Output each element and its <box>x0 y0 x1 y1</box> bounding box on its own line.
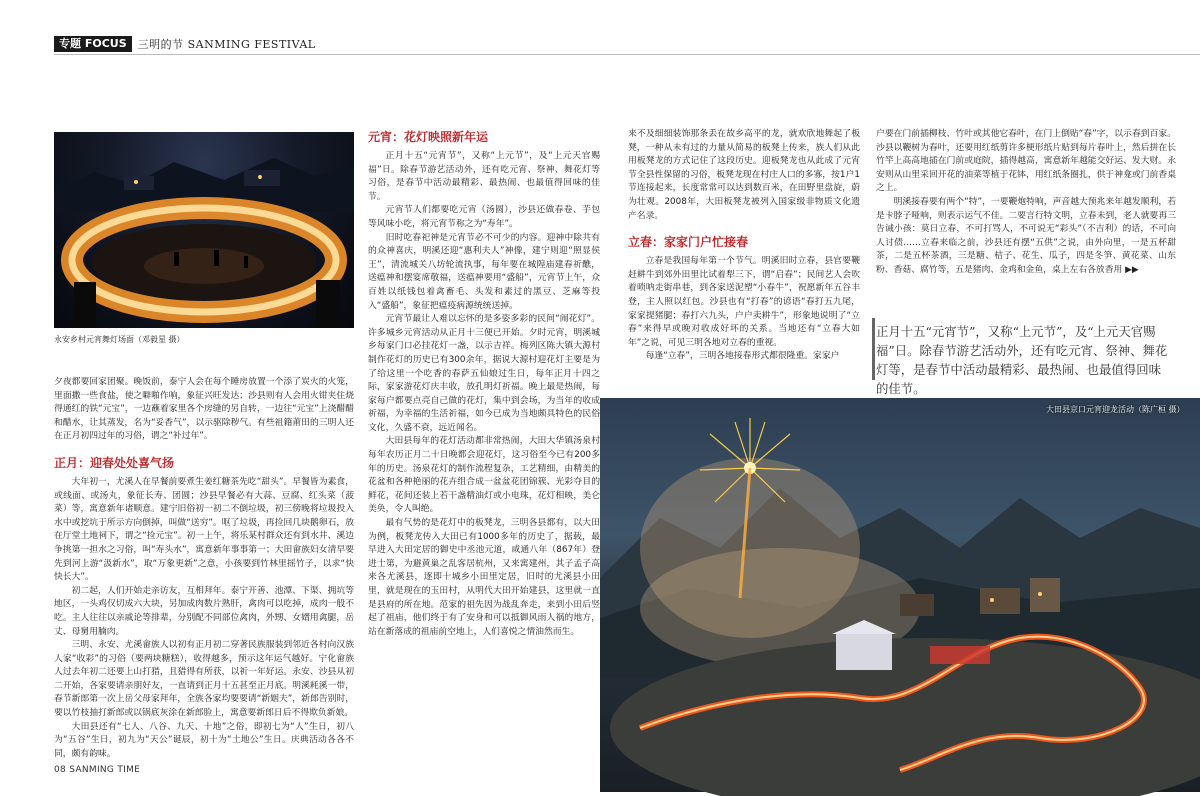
paragraph: 立春是我国每年第一个节气。明溪旧时立春，县官要鞭赶耕牛到郊外田里比试着犁三下，谓“启春”；民间艺人会吹着唢呐走街串巷，到各家送泥塑“小春牛”，祝愿新年五谷丰登，主人照以红包。沙县也有“打春”的谚语“春打五九尾，家家提猪腿；春打六九头，户户卖耕牛”，形象地说明了“立春”来得早或晚对收成好坏的关系。当地还有“立春大如年”之说，可见三明各地对立春的重视。 <box>628 256 860 348</box>
lantern-scene-illustration <box>54 132 354 328</box>
paragraph: 夕夜都要回家团聚。晚饭前，泰宁人会在每个睡房放置一个添了炭火的火笼，里面撒一些食盐，使之噼啪作响，象征兴旺发达；沙县则有人会用火钳夹住烧得通红的铁“元宝”，一边蘸着家里各个房缝的另自转，一边往“元宝”上浇醋醋和醋水，让其蒸发，名为“妥香气”，以示驱除秽气。有些祖籍莆田的三明人还在正月初四过年的习俗，谓之“补过年”。 <box>54 377 354 442</box>
paragraph: 明溪接春要有两个“特”，一要鞭炮特响，声音越大预兆来年越发顺利，若是卡脖子哑响，则表示运气不佳。二要言行特文明，立春未到，老人就要再三告诫小孩：莫日立春，不可打骂人，不可说无“彩头”（不吉利）的话，不可向人讨债……立春来临之前，沙县还有摆“五供”之说，由外向里，一是五杯甜茶，二是五杯茶酒，三是糖、桔子、花生、瓜子，四是冬笋、黄花菜、山东粉、香菇、腐竹等，五是猪肉、金鸡和金鱼，桌上左右各放香用 ▶▶ <box>876 196 1176 275</box>
running-header <box>54 36 316 52</box>
section-heading-lichun: 立春：家家门户忙接春 <box>628 235 749 250</box>
festival-scene-illustration <box>600 398 1200 792</box>
paragraph: 正月十五“元宵节”，又称“上元节”，及“上元天官赐福”日。除春节游艺活动外，还有吃元宵、祭神、舞花灯等习俗，是春节中活动最精彩、最热闹、也最值得回味的佳节。 <box>368 151 600 202</box>
text-column-2 <box>368 128 600 756</box>
header-rule <box>54 54 1200 55</box>
text-column-4 <box>876 128 1176 306</box>
section-heading-yuanxiao: 元宵：花灯映照新年运 <box>368 130 489 144</box>
paragraph: 大年初一，尤溪人在早餐前要煮生姜红糖茶先吃“甜头”。早餐皆为素食，或线面、或汤丸，象征长寿、团圆；沙县早餐必有大蒜、豆腐、红头菜（菠菜）等，寓意新年诸顺意。建宁旧俗初一初二不倒垃圾，初三傍晚将垃圾投入水中或挖坑于所示方向倒掉，叫做“送穷”。呕了垃圾，再捡回几块鹅卵石，放在厅堂土地祠下，谓之“捡元宝”。初一上午，将乐某村群众还有到水井、溪边争挑第一担水之习俗，叫“寿头水”，寓意新年事事第一；大田畲族妇女清早要先到河上游“汲新水”，取“万象更新”之意，小孩要到竹林里摇竹子，以求“快快长大”。 <box>54 476 354 583</box>
paragraph: 旧时吃春祀神是元宵节必不可少的内容。迎神中除共有的众神喜庆，明溪还迎“惠利夫人”神像，建宁则迎“照显侯王”，清流城关八坊轮流执事，每年要在城隍庙建春祈醮，送瘟神和摆宴席敬福，送瘟神要用“盛船”，元宵节上午，众百姓以纸钱包着禽畜毛、头发和素过的黑豆、芝麻等投入“盛船”，象征把瘟疫病源统统送掉。 <box>368 232 600 311</box>
festival-photo-caption: 大田县京口元宵迎龙活动（陈广桓 摄） <box>1046 405 1185 414</box>
page-footer: 08 SANMING TIME <box>54 765 141 775</box>
paragraph: 来不及细细装饰那条丢在故乡高平的龙，就欢欣地舞起了板凳，一种从未有过的力量从简易的板凳上传来，族人们从此用板凳龙的方式记住了这段历史。迎板凳龙也从此成了元宵节全县性保留的习俗，板凳龙现在村庄人口的多寡，按1户1节连接起来，长度常常可以达到数百米，在田野里盘旋，蔚为壮观。2008年，大田板凳龙被列入国家级非物质文化遗产名录。 <box>628 129 860 221</box>
paragraph: 最有气势的是花灯中的板凳龙，三明各县都有，以大田为例，板凳龙传入大田已有1000多年的历史了，据载，最早进入大田定居的御史中丞池元道，咸通八年（867年）登进士第，为避黄巢之乱客居杭州，又来寓建州，其子孟子高来各尤溪县，逐即十城乡小田里定居，旧时的尤溪县小田里，就是现在的玉田村，从明代大田开始建县，这里就一直是县府的所在地。范家的祖先因为战乱奔走，来到小田后竖起了祖庙，他们终于有了安身和可以抵御风雨人祸的地方，站在新落成的祖庙前空地上，人们喜悦之情油然而生。 <box>368 518 600 637</box>
festival-fireworks-photo <box>600 398 1200 792</box>
paragraph: 元宵节最让人难以忘怀的是多姿多彩的民间“闹花灯”。许多城乡元宵活动从正月十三便已开始。夕时元宵，明溪城乡每家门口必挂花灯一盏，以示吉祥。梅列区陈大镇大源村制作花灯的历史已有300余年，据说大源村迎花灯主要是为了给这里一个吃香的春萨五仙娘过生日，每年正月十四之际，家家游花灯庆丰收，放孔明灯祈福。晚上最是热闹，每家每户都要点亮自己做的花灯，集中到会场，为当年的收成祈福，为幸福的生活祈福，如今已成为当地颇具特色的民俗文化，久盛不衰，远近闻名。 <box>368 314 600 433</box>
paragraph: 大田县每年的花灯活动都非常热闹，大田大华镇汤泉村每年农历正月二十日晚都会迎花灯，这习俗至今已有200多年的历史。汤泉花灯的制作流程复杂，工艺精细，由精美的花盆和各种艳丽的花卉组合成一盆盆花团锦簇、光彩夺目的鲜花，花间还装上若干盏精油灯或小电珠，花灯相映，美仑美奂，令人叫绝。 <box>368 436 600 515</box>
paragraph: 三明、永安、尤溪畲族人以初有正月初二穿著民族服装到邻近各村向汉族人家“收彩”的习俗（要两块糖糕），收得越多，预示这年运气越好。宁化畲族人过去年初二还要上山打猎，且猎得有所获，以祈一年好运。永安、沙县从初二开始，各家要请亲朋好友，一直请到正月十五甚至正月底。明溪耗溪一带，春节新郎第一次上岳父母家拜年，全族各家均要要请“新姻夫”，新郎告别时，要以竹枝抽打新郎或以锅底灰涂在新郎脸上，寓意要新郎日后不得欺负新娘。 <box>54 640 354 719</box>
paragraph: 户要在门前插柳枝、竹叶或其他它春叶，在门上倒贴“春”字，以示春到百家。沙县以鞭树为春叶，还要用红纸剪许多梗形纸片贴到每片春叶上，然后拼在长竹竿上高高地插在门前或庭院，插得越高，寓意新年越能交好运、发大财。永安则从山里采回开花的油菜等植于花钵，用红纸条圈扎，供于神龛或门前香桌之上。 <box>876 129 1176 194</box>
lantern-festival-photo <box>54 132 354 328</box>
lantern-photo-caption: 永安乡村元宵舞灯场面（邓毅星 摄） <box>54 335 185 344</box>
paragraph: 每逢“立春”，三明各地接春形式都很隆重。家家户 <box>645 351 840 362</box>
pull-quote: 正月十五“元宵节”，又称“上元节”，及“上元天官赐福”日。除春节游艺活动外，还有吃元宵、祭神、舞花灯等，是春节中活动最精彩、最热闹、也最值得回味的佳节。 <box>876 324 1168 396</box>
pull-quote-rule <box>872 318 875 380</box>
magazine-section-title: 三明的节 SANMING FESTIVAL <box>137 38 316 51</box>
section-tag: 专题 FOCUS <box>54 36 132 52</box>
paragraph: 初二起，人们开始走亲访友，互相拜年。泰宁开善、池潭、下渠、拥坑等地区，一头鸡仅切成六大块，另加成肉数片熟肝，禽肉可以吃掉，成肉一般不吃。主人往往以亲戚论等排辈，分别配不同部位禽肉，外甥、女婿用禽腿，岳丈、母舅用腩肉。 <box>54 585 354 637</box>
text-column-3 <box>628 128 860 386</box>
paragraph: 大田县还有“七人、八谷、九天、十地”之俗，即初七为“人”生日，初八为“五谷”生日，初九为“天公”诞辰，初十为“土地公”生日。庆典活动各各不同，颇有韵味。 <box>54 721 354 759</box>
section-heading-zhengyue: 正月：迎春处处喜气扬 <box>54 455 175 470</box>
text-column-1 <box>54 376 354 759</box>
paragraph: 元宵节人们都要吃元宵（汤圆），沙县还做春卷、芋包等风味小吃，将元宵节称之为“寿年”。 <box>368 205 600 229</box>
